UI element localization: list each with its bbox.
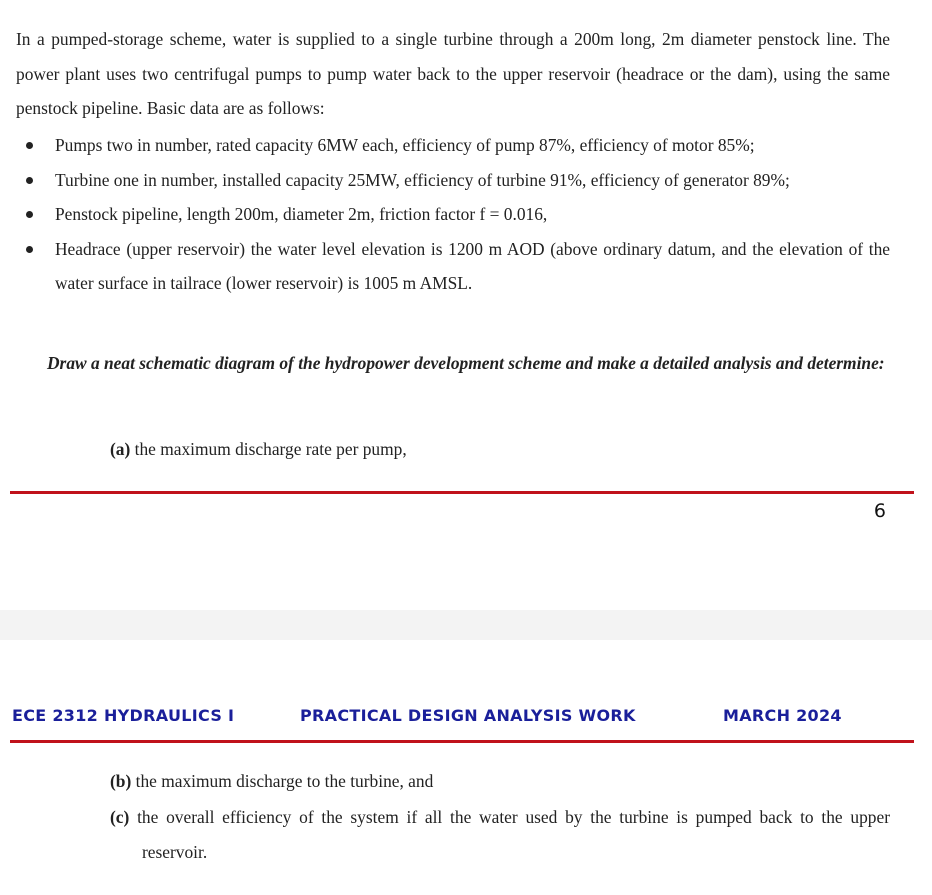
page-break-band: [0, 610, 932, 640]
problem-intro: In a pumped-storage scheme, water is supplied to a single turbine through a 200m long, 2m diameter penstock line. The power plant uses two centrifugal pumps to pump water back to the upper reservoir (headrace or the dam), using the same penstock pipeline. Basic data are as follows:: [16, 29, 890, 118]
task-statement: Draw a neat schematic diagram of the hydropower development scheme and make a detailed analysis and determine:: [47, 353, 885, 373]
list-item: Pumps two in number, rated capacity 6MW each, efficiency of pump 87%, efficiency of motor 85%;: [0, 128, 890, 163]
header-title: PRACTICAL DESIGN ANALYSIS WORK: [300, 706, 636, 725]
question-text: the overall efficiency of the system if all the water used by the turbine is pumped back to the upper reservoir.: [137, 807, 890, 862]
list-item: Penstock pipeline, length 200m, diameter 2m, friction factor f = 0.016,: [0, 197, 890, 232]
question-a: [110, 432, 890, 467]
page-number: 6: [873, 500, 886, 522]
list-item: Turbine one in number, installed capacity 25MW, efficiency of turbine 91%, efficiency of generator 89%;: [0, 163, 890, 198]
question-b: [110, 764, 890, 799]
header-rule: [10, 740, 914, 743]
question-label: (c): [110, 807, 130, 827]
question-text: the maximum discharge rate per pump,: [134, 439, 407, 459]
header-date: MARCH 2024: [723, 706, 842, 725]
question-text: the maximum discharge to the turbine, and: [135, 771, 434, 791]
header-course: ECE 2312 HYDRAULICS I: [12, 706, 235, 725]
question-label: (a): [110, 439, 131, 459]
question-c: [110, 800, 890, 869]
footer-rule: [10, 491, 914, 494]
data-list: [0, 128, 932, 301]
question-label: (b): [110, 771, 132, 791]
list-item: Headrace (upper reservoir) the water level elevation is 1200 m AOD (above ordinary datum, and the elevation of the water surface in tailrace (lower reservoir) is 1005 m AMSL.: [0, 232, 890, 301]
